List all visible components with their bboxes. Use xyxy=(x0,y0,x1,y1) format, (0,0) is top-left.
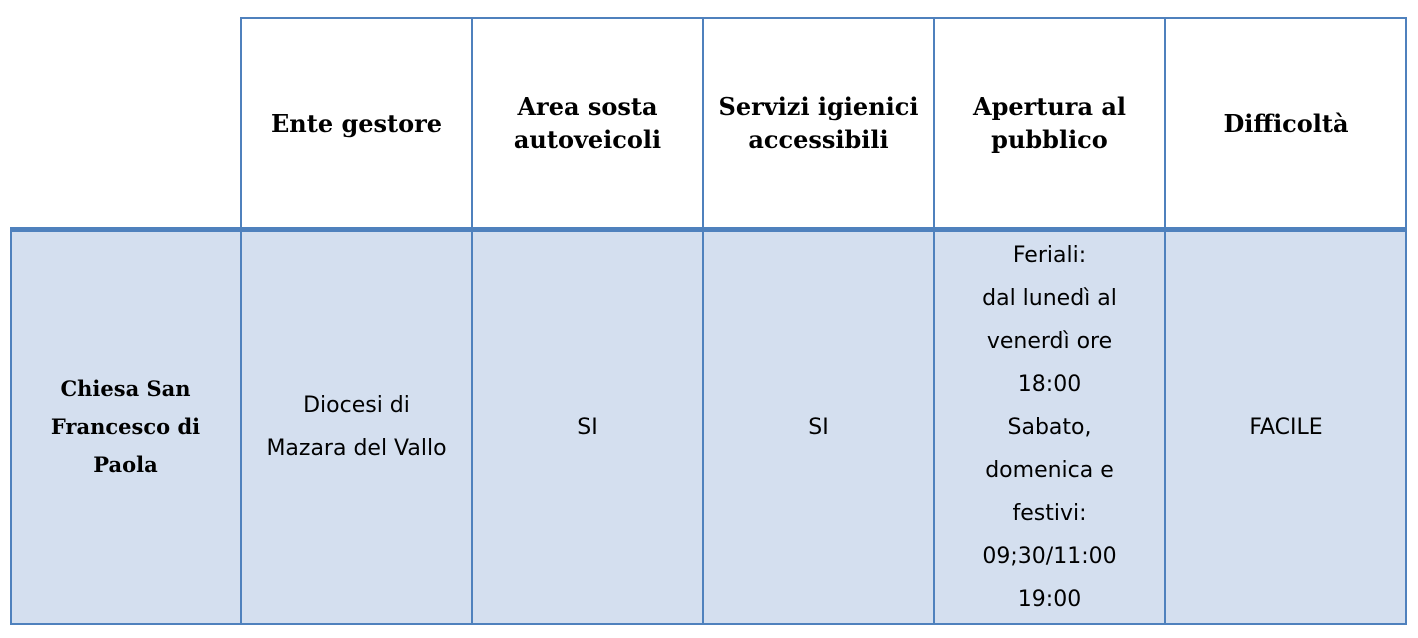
header-area-sosta xyxy=(472,17,703,229)
left-border xyxy=(10,229,12,625)
apertura-line-6: domenica e xyxy=(985,457,1114,483)
row-ente-line-1: Diocesi di xyxy=(303,393,410,418)
header-ente-line-1: Ente gestore xyxy=(270,108,443,138)
row-ente-line-2: Mazara del Vallo xyxy=(266,436,447,461)
row-name-line-2: Francesco di xyxy=(50,414,201,439)
apertura-line-4: 18:00 xyxy=(1017,371,1082,397)
row-servizi-cell xyxy=(703,229,934,625)
header-difficolta-line-1: Difficoltà xyxy=(1223,108,1349,138)
header-apertura-line-2: pubblico xyxy=(991,125,1108,154)
row-difficolta-cell xyxy=(1165,229,1407,625)
header-servizi-igienici xyxy=(703,17,934,229)
row-difficolta-value: FACILE xyxy=(1249,414,1323,440)
row-name-line-3: Paola xyxy=(93,452,158,477)
header-area-line-2: autoveicoli xyxy=(513,125,662,154)
header-apertura xyxy=(934,17,1165,229)
header-apertura-line-1: Apertura al xyxy=(972,92,1127,121)
row-apertura-cell xyxy=(934,229,1165,625)
row-name-cell xyxy=(10,229,241,625)
row-ente-cell xyxy=(241,229,472,625)
header-top-border xyxy=(241,17,1407,19)
apertura-line-3: venerdì ore xyxy=(986,328,1113,354)
header-area-line-1: Area sosta xyxy=(517,92,658,121)
col-divider-1 xyxy=(240,17,242,625)
row-area-cell xyxy=(472,229,703,625)
header-ente-gestore xyxy=(241,17,472,229)
row-name-line-1: Chiesa San xyxy=(60,376,191,401)
apertura-line-9: 19:00 xyxy=(1017,586,1082,612)
row-servizi-value: SI xyxy=(808,414,829,440)
table-bottom-border xyxy=(10,623,1407,625)
col-divider-4 xyxy=(933,17,935,625)
apertura-line-5: Sabato, xyxy=(1007,414,1092,440)
header-difficolta xyxy=(1165,17,1407,229)
info-table xyxy=(10,17,1407,625)
col-divider-2 xyxy=(471,17,473,625)
apertura-line-1: Feriali: xyxy=(1012,242,1087,268)
header-servizi-line-1: Servizi igienici xyxy=(718,92,919,121)
apertura-line-2: dal lunedì al xyxy=(982,285,1117,311)
right-border xyxy=(1405,17,1407,625)
col-divider-3 xyxy=(702,17,704,625)
apertura-line-7: festivi: xyxy=(1012,500,1087,526)
apertura-line-8: 09;30/11:00 xyxy=(982,543,1117,569)
header-body-separator xyxy=(10,227,1407,232)
row-area-value: SI xyxy=(577,414,598,440)
col-divider-5 xyxy=(1164,17,1166,625)
header-servizi-line-2: accessibili xyxy=(748,125,889,154)
